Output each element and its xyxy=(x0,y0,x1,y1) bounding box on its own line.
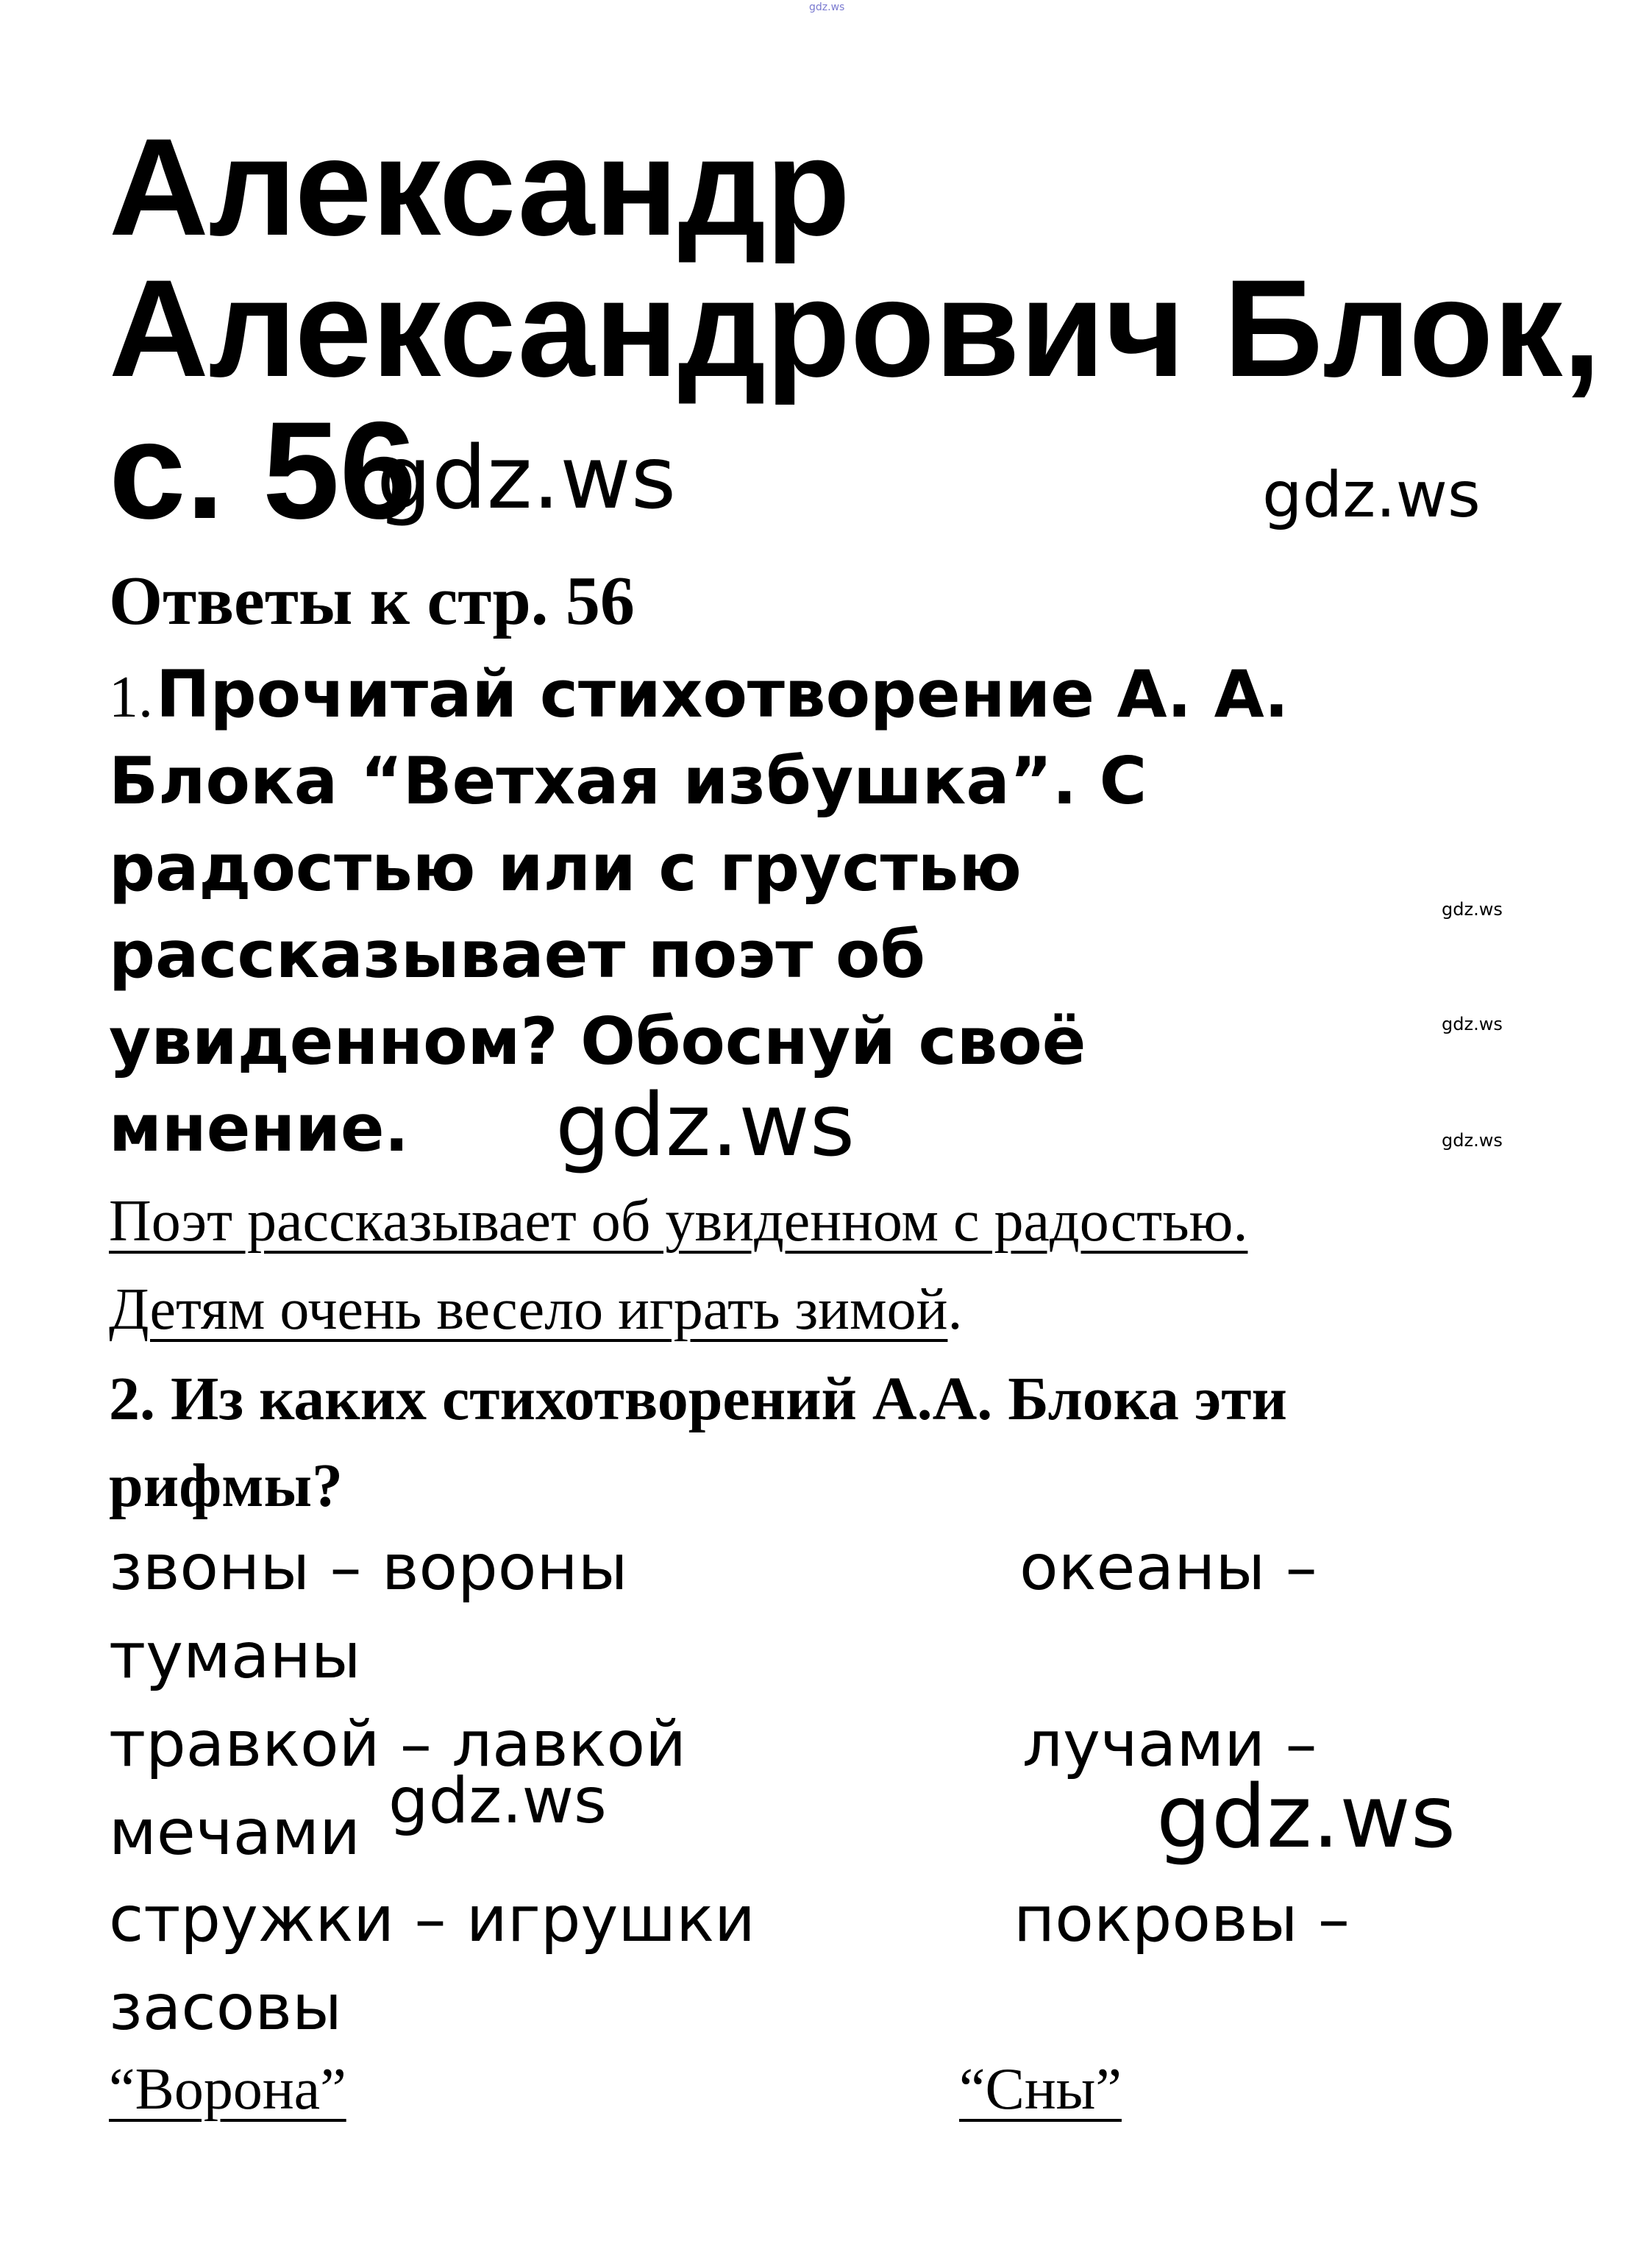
watermark: gdz.ws xyxy=(377,427,677,528)
watermark-small: gdz.ws xyxy=(1442,1130,1503,1151)
watermark-small: gdz.ws xyxy=(1442,1014,1503,1034)
watermark: gdz.ws xyxy=(1262,458,1481,532)
watermark: gdz.ws xyxy=(555,1074,855,1176)
rhyme-wrap-2: мечами xyxy=(109,1796,361,1869)
answer-2-left: “Ворона” xyxy=(109,2057,346,2122)
answers-heading: Ответы к стр. 56 xyxy=(109,563,635,639)
question-2-line-2: рифмы? xyxy=(109,1452,343,1520)
question-1-line-6: мнение. xyxy=(109,1090,409,1166)
answer-1-period: . xyxy=(947,1277,963,1342)
rhyme-wrap-3: засовы xyxy=(109,1971,342,2045)
question-1-text: Прочитай стихотворение А. А. xyxy=(156,656,1289,732)
rhyme-right-1: океаны – xyxy=(1019,1531,1317,1605)
rhyme-right-2: лучами – xyxy=(1022,1708,1317,1781)
question-1-line-4: рассказывает поэт об xyxy=(109,917,925,992)
rhyme-left-1: звоны – вороны xyxy=(109,1531,628,1605)
watermark-small: gdz.ws xyxy=(1442,899,1503,920)
question-1-line-1 xyxy=(109,656,1289,732)
question-1-line-3: радостью или с грустью xyxy=(109,830,1022,906)
watermark: gdz.ws xyxy=(388,1764,607,1838)
rhyme-left-3: стружки – игрушки xyxy=(109,1883,755,1956)
top-watermark: gdz.ws xyxy=(809,1,845,13)
rhyme-right-3: покровы – xyxy=(1014,1883,1350,1956)
answer-2-right: “Сны” xyxy=(959,2057,1122,2122)
page-title-line-2: Александрович Блок, xyxy=(109,251,1601,405)
answer-1-line-1: Поэт рассказывает об увиденном с радостью. xyxy=(109,1189,1248,1254)
watermark: gdz.ws xyxy=(1156,1766,1456,1867)
question-2-line-1: 2. Из каких стихотворений А.А. Блока эти xyxy=(109,1365,1287,1433)
question-number: 1. xyxy=(109,665,153,730)
rhyme-left-2: травкой – лавкой xyxy=(109,1708,687,1781)
page-title-line-3: с. 56 xyxy=(109,393,417,547)
page-title-line-1: Александр xyxy=(109,110,851,264)
rhyme-wrap-1: туманы xyxy=(109,1619,361,1693)
question-1-line-2: Блока “Ветхая избушка”. С xyxy=(109,743,1147,819)
answer-1-line-2-text: Детям очень весело играть зимой xyxy=(109,1277,948,1342)
question-1-line-5: увиденном? Обоснуй своё xyxy=(109,1004,1086,1079)
answer-1-line-2 xyxy=(109,1277,963,1342)
